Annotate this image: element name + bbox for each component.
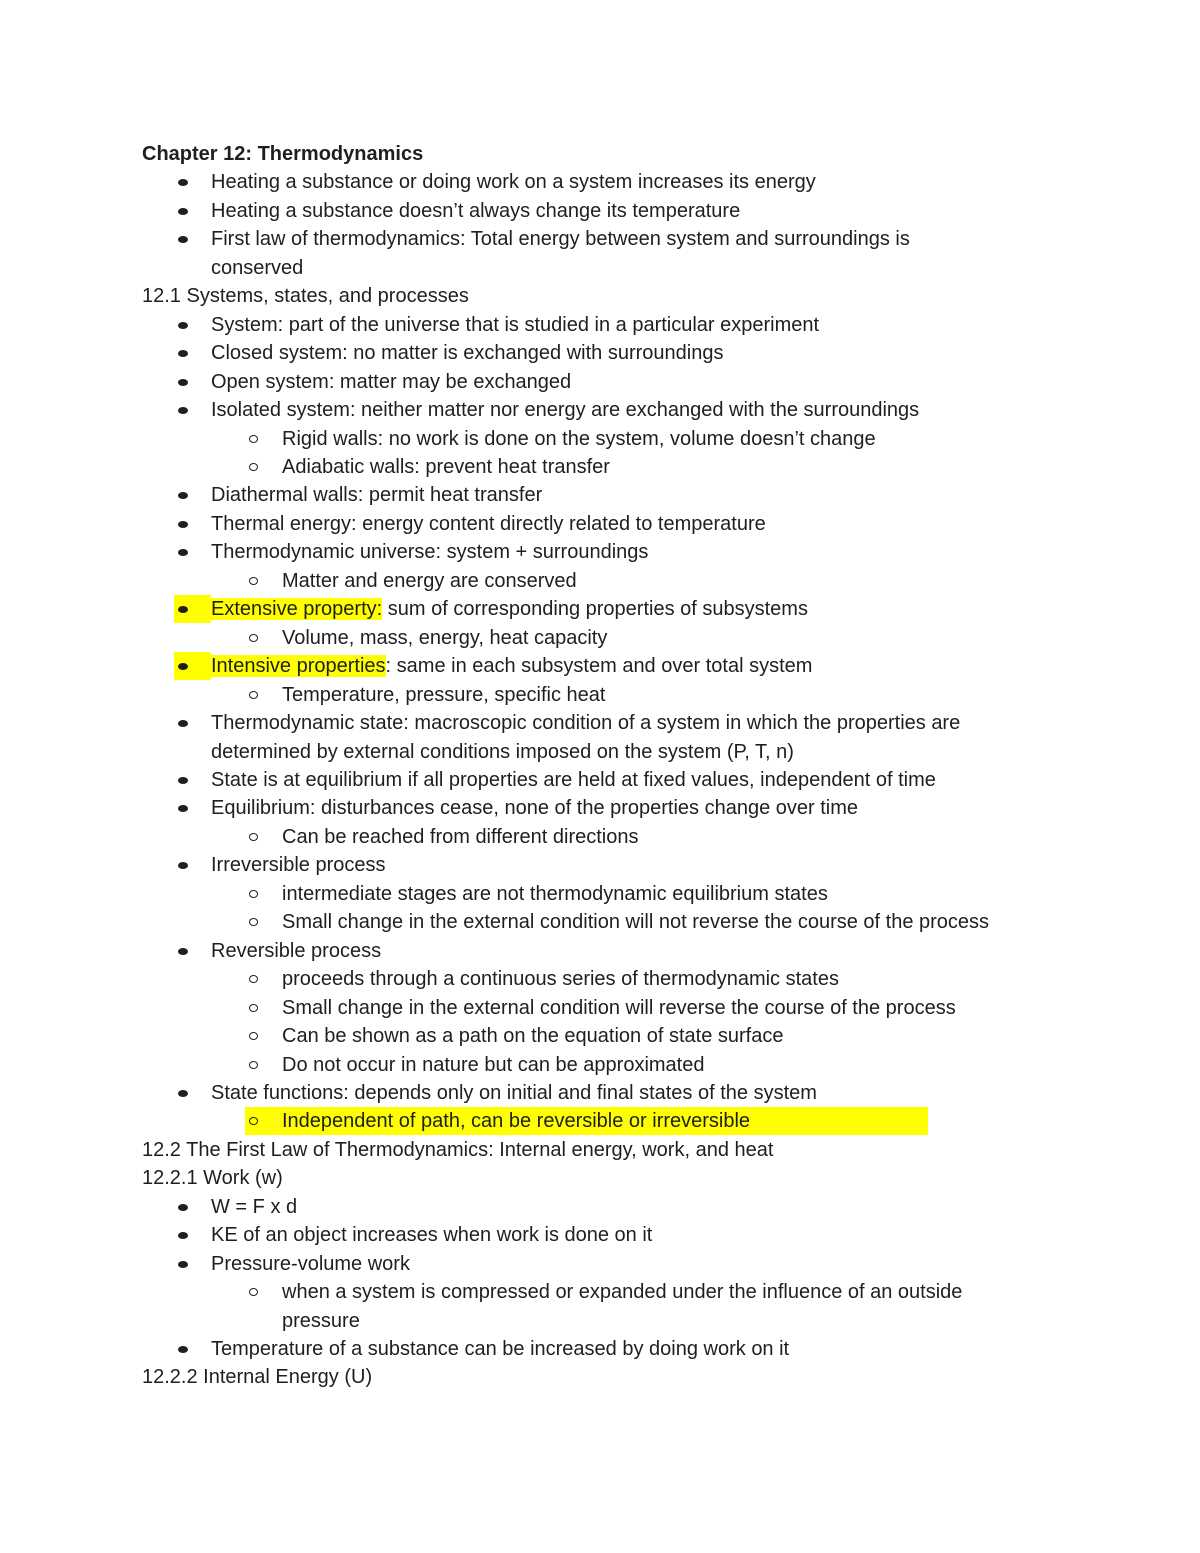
bullet-icon [178, 948, 188, 955]
bullet-icon [178, 1090, 188, 1097]
list-item: Thermodynamic universe: system + surroundings [142, 538, 1142, 566]
bullet-icon [178, 236, 188, 243]
circle-bullet-icon [249, 691, 258, 699]
bullet-icon [178, 777, 188, 784]
bullet-icon [178, 549, 188, 556]
bullet-icon [178, 521, 188, 528]
list-item: Thermodynamic state: macroscopic condition of a system in which the properties are [142, 709, 1142, 737]
subsection-heading: 12.2.1 Work (w) [142, 1167, 283, 1190]
bullet-icon [178, 1232, 188, 1239]
list-item: Heating a substance or doing work on a system increases its energy [142, 168, 1142, 196]
subsection-heading: 12.2.2 Internal Energy (U) [142, 1366, 373, 1389]
list-item: Diathermal walls: permit heat transfer [142, 481, 1142, 509]
circle-bullet-icon [249, 975, 258, 983]
list-item: State is at equilibrium if all properties are held at fixed values, independent of time [142, 766, 1142, 794]
list-item: Closed system: no matter is exchanged with surroundings [142, 339, 1142, 367]
list-item: Temperature of a substance can be increased by doing work on it [142, 1335, 1142, 1363]
list-item: KE of an object increases when work is done on it [142, 1221, 1142, 1249]
sub-list-item: when a system is compressed or expanded under the influence of an outside [142, 1278, 1142, 1306]
sub-list-item-highlighted: Independent of path, can be reversible or irreversible [142, 1107, 1142, 1135]
sub-list-item: Matter and energy are conserved [142, 567, 1142, 595]
section-heading: 12.1 Systems, states, and processes [142, 285, 469, 308]
bullet-icon [178, 1261, 188, 1268]
list-item: Thermal energy: energy content directly related to temperature [142, 510, 1142, 538]
list-item: W = F x d [142, 1193, 1142, 1221]
circle-bullet-icon [249, 833, 258, 841]
sub-list-item: proceeds through a continuous series of thermodynamic states [142, 965, 1142, 993]
circle-bullet-icon [249, 1288, 258, 1296]
bullet-icon [178, 179, 188, 186]
bullet-icon [178, 805, 188, 812]
sub-list-item: Can be shown as a path on the equation of state surface [142, 1022, 1142, 1050]
list-item: Heating a substance doesn’t always change its temperature [142, 197, 1142, 225]
list-item: Equilibrium: disturbances cease, none of the properties change over time [142, 794, 1142, 822]
circle-bullet-icon [249, 918, 258, 926]
list-item: State functions: depends only on initial and final states of the system [142, 1079, 1142, 1107]
bullet-icon [178, 208, 188, 215]
bullet-icon [178, 492, 188, 499]
sub-list-item-continuation: pressure [282, 1309, 360, 1332]
sub-list-item: Volume, mass, energy, heat capacity [142, 624, 1142, 652]
list-item: Pressure-volume work [142, 1250, 1142, 1278]
bullet-icon [178, 407, 188, 414]
section-heading: 12.2 The First Law of Thermodynamics: Internal energy, work, and heat [142, 1138, 774, 1161]
sub-list-item: Can be reached from different directions [142, 823, 1142, 851]
list-item-continuation: conserved [211, 256, 304, 279]
list-item-continuation: determined by external conditions imposed on the system (P, T, n) [211, 740, 794, 763]
circle-bullet-icon [249, 463, 258, 471]
bullet-icon [178, 379, 188, 386]
highlighted-term: Extensive property: [211, 598, 383, 621]
list-item: First law of thermodynamics: Total energy between system and surroundings is [142, 225, 1142, 253]
circle-bullet-icon [249, 577, 258, 585]
list-item-highlighted: Extensive property: sum of corresponding properties of subsystems [142, 595, 1142, 623]
bullet-icon [178, 862, 188, 869]
chapter-title: Chapter 12: Thermodynamics [142, 143, 424, 165]
list-item: Isolated system: neither matter nor energy are exchanged with the surroundings [142, 396, 1142, 424]
sub-list-item: Small change in the external condition will not reverse the course of the process [142, 908, 1142, 936]
bullet-icon [178, 720, 188, 727]
circle-bullet-icon [249, 1004, 258, 1012]
sub-list-item: intermediate stages are not thermodynamic equilibrium states [142, 880, 1142, 908]
circle-bullet-icon [249, 435, 258, 443]
document-body [142, 140, 1142, 1392]
sub-list-item: Adiabatic walls: prevent heat transfer [142, 453, 1142, 481]
list-item-highlighted: Intensive properties: same in each subsystem and over total system [142, 652, 1142, 680]
bullet-icon [178, 350, 188, 357]
circle-bullet-icon [249, 634, 258, 642]
sub-list-item: Rigid walls: no work is done on the system, volume doesn’t change [142, 425, 1142, 453]
list-item: Open system: matter may be exchanged [142, 368, 1142, 396]
sub-list-item: Temperature, pressure, specific heat [142, 681, 1142, 709]
list-item: Reversible process [142, 937, 1142, 965]
bullet-icon [178, 322, 188, 329]
bullet-icon [178, 1204, 188, 1211]
circle-bullet-icon [249, 1061, 258, 1069]
circle-bullet-icon [249, 1032, 258, 1040]
sub-list-item: Do not occur in nature but can be approximated [142, 1051, 1142, 1079]
list-item: System: part of the universe that is studied in a particular experiment [142, 311, 1142, 339]
sub-list-item: Small change in the external condition will reverse the course of the process [142, 994, 1142, 1022]
bullet-icon [178, 1346, 188, 1353]
highlighted-term: Intensive properties [211, 655, 386, 678]
circle-bullet-icon [249, 890, 258, 898]
list-item: Irreversible process [142, 851, 1142, 879]
